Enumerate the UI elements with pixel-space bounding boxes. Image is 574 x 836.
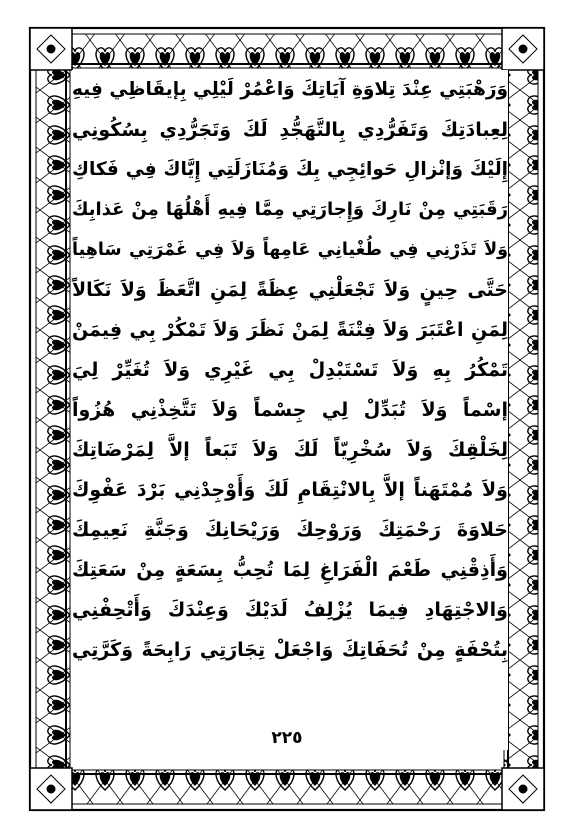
text-line: حَلاوَةَ رَحْمَتِكَ وَرَوْحِكَ وَرَيْحَانِكَ وَجَنَّةِ نَعِيمِكَ — [72, 519, 508, 541]
prayer-text-body — [72, 70, 508, 750]
text-line: تَمْكُرُ بِهِ وَلاَ تَسْتَبْدِلْ بِي غَيْرِي وَلاَ تُغَيِّرْ لِيَ — [72, 359, 508, 381]
text-line: وَلاَ تَذَرْنِي فِي طُغْيانِي عَامِهاً وَلاَ فِي غَمْرَتِي سَاهِياً — [72, 240, 508, 260]
page-number: ٢٢٥ — [271, 728, 303, 748]
text-line: رَقَبَتِي مِنْ نَارِكَ وَإِجارَتِي مِمَّا فِيهِ أَهْلُهَا مِنْ عَذابِكَ — [72, 199, 508, 220]
text-line: لِعِبادَتِكَ وَتَفَرُّدِي بِالتَّهَجُّدِ لَكَ وَتَجَرُّدِي بِسُكُونِي — [72, 119, 508, 141]
text-line: حَتَّى حِينٍ وَلاَ تَجْعَلْنِي عِظَةً لِمَنِ اتَّعَظَ وَلاَ نَكَالاً — [72, 279, 508, 301]
text-line: إِلَيْكَ وَإنْزالِ حَوائِجِي بِكَ وَمُنَازَلَتِي إِيَّاكَ فِي فَكاكِ — [72, 159, 508, 180]
text-line: لِمَنِ اعْتَبَرَ وَلاَ فِتْنَةً لِمَنْ نَظَرَ وَلاَ تَمْكُرْ بِي فِيمَنْ — [72, 319, 508, 341]
text-line: إسْماً وَلاَ تُبَدِّلْ لِي جِسْماً وَلاَ تَتَّخِذْنِي هُزُواً — [72, 399, 508, 421]
text-line: بِتُحْفَةٍ مِنْ تُحَفَاتِكَ وَاجْعَلْ تِجَارَتِي رَابِحَةً وَكَرَّتِي — [72, 639, 508, 661]
text-line: وَرَهْبَتِي عِنْدَ تِلاوَةِ آيَاتِكَ وَاعْمُرْ لَيْلِي بِإيقَاظِي فِيهِ — [72, 79, 508, 100]
text-line: وَأَذِقْنِي طَعْمَ الْفَرَاغِ لِمَا تُحِبُّ بِسَعَةٍ مِنْ سَعَتِكَ — [72, 559, 508, 581]
text-line: لِخَلْقِكَ وَلاَ سُخْرِيّاً لَكَ وَلاَ تَبَعاً إلاَّ لِمَرْضَاتِكَ — [72, 439, 508, 461]
text-line: وَالاجْتِهَادِ فِيمَا يُزْلِفُ لَدَيْكَ وَعِنْدَكَ وَأَتْحِفْنِي — [72, 599, 508, 621]
text-line: وَلاَ مُمْتَهَناً إلاَّ بِالانْتِقَامِ لَكَ وَأَوْجِدْنِي بَرْدَ عَفْوِكَ — [72, 479, 508, 501]
